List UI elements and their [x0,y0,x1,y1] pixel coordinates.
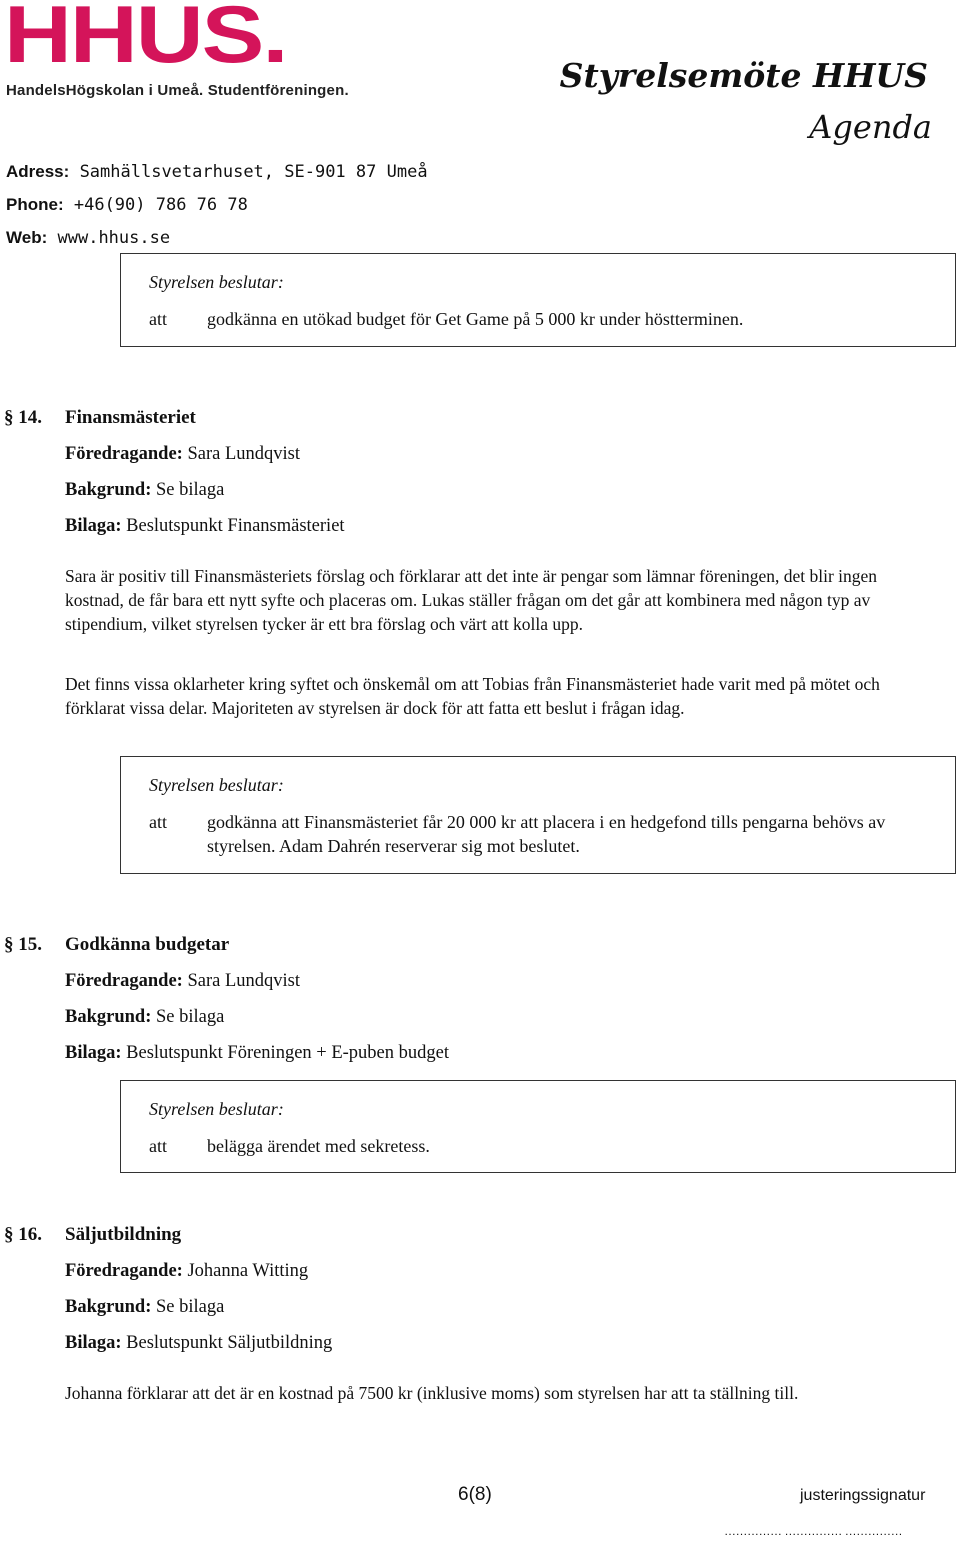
discussion-paragraph: Sara är positiv till Finansmästeriets förslag och förklarar att det inte är pengar som lämnar föreningen, det blir ingen kostnad, de får bara ett nytt syfte och placeras om. Lukas ställer frågan om det går att kombinera med någon typ av stipendium, vilket styrelsen tycker är ett bra förslag och värt att kolla upp. [65,566,878,634]
signature-lines: …………… …………… …………… [724,1524,903,1538]
presenter-label: Föredragande: [65,1261,183,1281]
background-value: Se bilaga [156,480,225,500]
decision-text: godkänna att Finansmästeriet får 20 000 kr att placera i en hedgefond tills pengarna behövs av styrelsen. Adam Dahrén reserverar sig mot beslutet. [207,812,886,856]
attachment-label: Bilaga: [65,516,122,536]
attachment-value: Beslutspunkt Föreningen + E-puben budget [126,1043,449,1063]
section-number: § 16. [4,1224,42,1245]
web-label: Web: [6,228,48,247]
presenter-value: Johanna Witting [187,1261,309,1281]
attachment-field [65,516,345,537]
document-subtitle: Agenda [809,108,932,146]
background-label: Bakgrund: [65,480,152,500]
attachment-label: Bilaga: [65,1333,122,1353]
decision-att: att [149,812,167,832]
attachment-value: Beslutspunkt Säljutbildning [126,1333,333,1353]
document-title: Styrelsemöte HHUS [559,56,928,95]
background-label: Bakgrund: [65,1297,152,1317]
signature-label: justeringssignatur [800,1487,926,1504]
background-value: Se bilaga [156,1007,225,1027]
background-field [65,480,224,501]
decision-att: att [149,1136,167,1156]
presenter-field [65,971,300,992]
attachment-label: Bilaga: [65,1043,122,1063]
section-heading [0,1224,900,1250]
address-label: Adress: [6,162,70,181]
presenter-field [65,444,300,465]
phone-value: +46(90) 786 76 78 [73,195,248,215]
decision-title: Styrelsen beslutar: [149,272,284,292]
presenter-value: Sara Lundqvist [187,971,300,991]
decision-text: belägga ärendet med sekretess. [207,1136,430,1156]
section-heading [0,407,900,433]
logo: HHUS. [4,0,287,80]
section-title: Finansmästeriet [65,407,196,428]
decision-text: godkänna en utökad budget för Get Game på 5 000 kr under höstterminen. [207,309,744,329]
background-label: Bakgrund: [65,1007,152,1027]
background-field [65,1007,224,1028]
attachment-value: Beslutspunkt Finansmästeriet [126,516,345,536]
page-number: 6(8) [458,1484,492,1505]
presenter-value: Sara Lundqvist [187,444,300,464]
decision-box [120,756,956,874]
contact-phone [6,195,248,215]
decision-title: Styrelsen beslutar: [149,1099,284,1119]
contact-address [6,162,428,182]
decision-title: Styrelsen beslutar: [149,775,284,795]
section-heading [0,934,900,960]
background-value: Se bilaga [156,1297,225,1317]
background-field [65,1297,224,1318]
web-value: www.hhus.se [57,228,171,248]
phone-label: Phone: [6,195,64,214]
section-title: Säljutbildning [65,1224,182,1245]
section-title: Godkänna budgetar [65,934,230,955]
decision-box [120,1080,956,1173]
presenter-label: Föredragande: [65,971,183,991]
section-number: § 14. [4,407,42,428]
presenter-label: Föredragande: [65,444,183,464]
decision-att: att [149,309,167,329]
decision-box [120,253,956,347]
contact-web [6,228,170,248]
attachment-field [65,1333,332,1354]
section-number: § 15. [4,934,42,955]
address-value: Samhällsvetarhuset, SE-901 87 Umeå [79,162,428,182]
discussion-paragraph: Det finns vissa oklarheter kring syftet och önskemål om att Tobias från Finansmästeriet hade varit med på mötet och förklarat vissa delar. Majoriteten av styrelsen är dock för att fatta ett beslut i frågan idag. [65,674,880,718]
logo-subtitle: HandelsHögskolan i Umeå. Studentföreningen. [6,82,349,99]
attachment-field [65,1043,449,1064]
discussion-paragraph: Johanna förklarar att det är en kostnad på 7500 kr (inklusive moms) som styrelsen har att ta ställning till. [65,1383,799,1403]
presenter-field [65,1261,308,1282]
